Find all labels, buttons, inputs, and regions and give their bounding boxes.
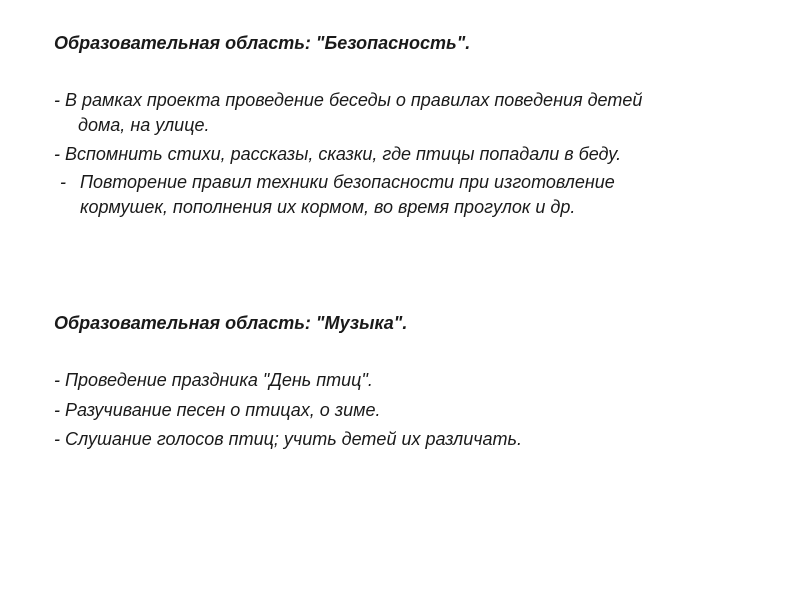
safety-item-2: - Вспомнить стихи, рассказы, сказки, где птицы попадали в беду. <box>54 144 622 164</box>
music-item-3: - Слушание голосов птиц; учить детей их различать. <box>54 429 523 449</box>
music-item-2: - Разучивание песен о птицах, о зиме. <box>54 400 381 420</box>
safety-item-1-line-1: - В рамках проекта проведение беседы о правилах поведения детей <box>54 90 643 110</box>
safety-item-3-line-2: кормушек, пополнения их кормом, во время прогулок и др. <box>80 197 576 217</box>
safety-item-3-dash: - <box>60 172 66 192</box>
music-item-1: - Проведение праздника "День птиц". <box>54 370 373 390</box>
safety-item-3-line-1: Повторение правил техники безопасности при изготовление <box>80 172 615 192</box>
safety-item-1-line-2: дома, на улице. <box>78 115 210 135</box>
section-heading-music: Образовательная область: "Музыка". <box>54 313 408 333</box>
section-heading-safety: Образовательная область: "Безопасность". <box>54 33 471 53</box>
